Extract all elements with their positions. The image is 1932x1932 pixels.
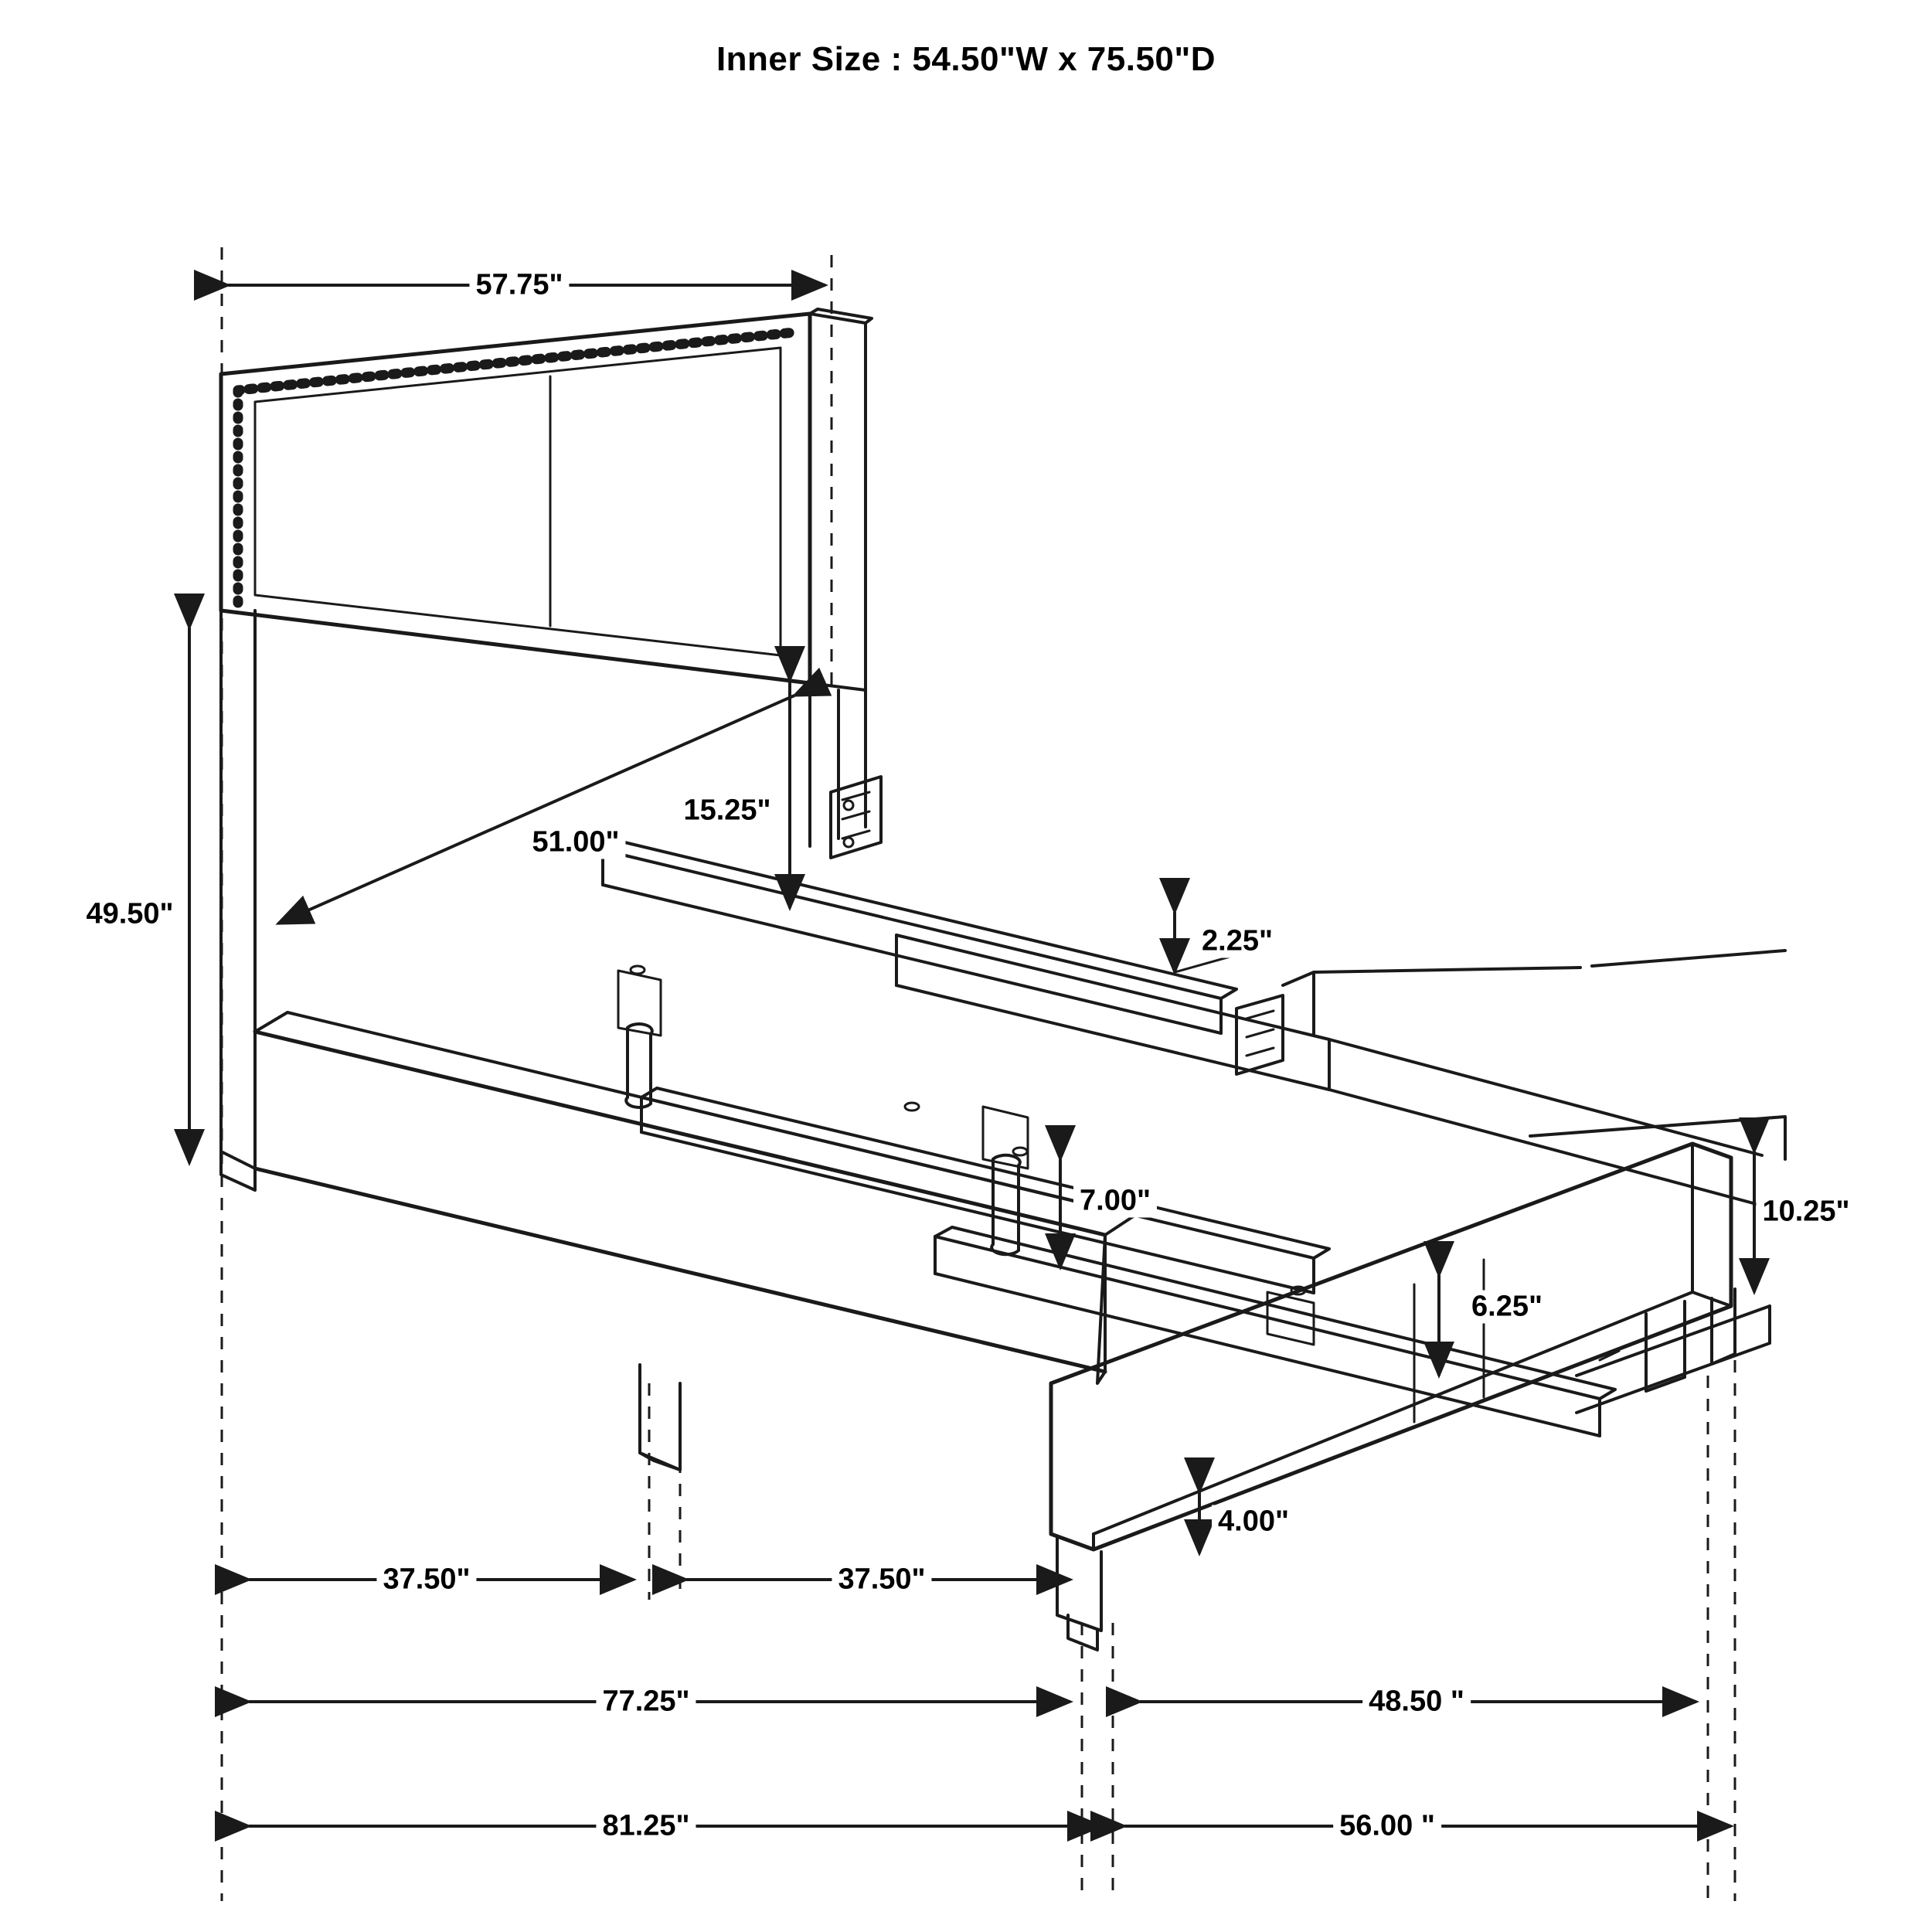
- dim-label-slat-span-right: 37.50": [832, 1563, 931, 1597]
- dim-label-overall-length: 81.25": [596, 1810, 696, 1843]
- dim-label-frame-length: 77.25": [596, 1685, 696, 1719]
- dim-label-headboard-clearance: 15.25": [677, 794, 777, 828]
- dim-label-leg-height: 4.00": [1212, 1505, 1295, 1539]
- dim-label-footboard-depth: 48.50 ": [1362, 1685, 1471, 1719]
- dim-label-rail-thickness: 2.25": [1196, 925, 1279, 958]
- dim-label-headboard-width: 57.75": [469, 269, 569, 302]
- dim-label-side-rail-height: 6.25": [1465, 1291, 1549, 1324]
- dim-label-slat-span-left: 37.50": [376, 1563, 476, 1597]
- dim-label-footboard-end-height: 10.25": [1756, 1196, 1855, 1229]
- dim-label-headboard-height: 51.00": [526, 826, 625, 859]
- dim-label-slat-to-floor: 7.00": [1073, 1185, 1157, 1218]
- page-title: Inner Size : 54.50"W x 75.50"D: [716, 40, 1216, 78]
- dim-label-overall-depth: 56.00 ": [1333, 1810, 1441, 1843]
- dim-label-overall-height: 49.50": [80, 898, 179, 931]
